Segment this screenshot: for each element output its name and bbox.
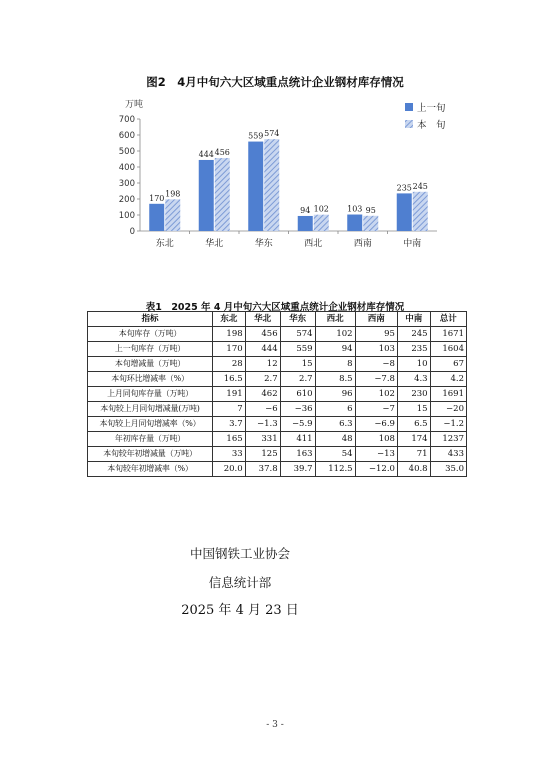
legend-swatch: [405, 103, 413, 111]
row-label: 本旬较上月同旬增减量(万吨): [88, 402, 213, 417]
y-axis-unit-label: 万吨: [125, 100, 144, 110]
bar-previous-period: [298, 216, 313, 231]
table-cell: −7.8: [355, 372, 397, 387]
table-cell: 96: [315, 387, 355, 402]
header-xinan: 西南: [355, 312, 397, 327]
table-cell: 112.5: [315, 462, 355, 477]
table-cell: 1237: [430, 432, 466, 447]
bar-current-period: [314, 215, 329, 231]
bar-current-period: [363, 216, 378, 231]
table-cell: 230: [397, 387, 430, 402]
table-cell: −1.2: [430, 417, 466, 432]
table-cell: 7: [213, 402, 246, 417]
table-cell: 103: [355, 342, 397, 357]
row-label: 年初库存量（万吨）: [88, 432, 213, 447]
table-cell: 48: [315, 432, 355, 447]
table-cell: 12: [245, 357, 280, 372]
row-label: 上一旬库存（万吨）: [88, 342, 213, 357]
table-cell: 165: [213, 432, 246, 447]
table-cell: 462: [245, 387, 280, 402]
table-cell: 170: [213, 342, 246, 357]
table-cell: 40.8: [397, 462, 430, 477]
table-cell: 94: [315, 342, 355, 357]
table-cell: −36: [280, 402, 315, 417]
table-cell: 28: [213, 357, 246, 372]
page-number: - 3 -: [266, 720, 284, 730]
table-cell: 39.7: [280, 462, 315, 477]
table-cell: 163: [280, 447, 315, 462]
table-row: [88, 387, 467, 402]
table-cell: −20: [430, 402, 466, 417]
table-cell: 235: [397, 342, 430, 357]
bar-value-label: 444: [198, 149, 214, 159]
table-cell: 4.3: [397, 372, 430, 387]
bar-previous-period: [199, 160, 214, 231]
table-cell: 10: [397, 357, 430, 372]
table-row: [88, 357, 467, 372]
bar-current-period: [264, 139, 279, 231]
table-cell: 411: [280, 432, 315, 447]
table-header-row: [88, 312, 467, 327]
signature-date: 2025 年 4 月 23 日: [181, 603, 299, 618]
table-cell: 67: [430, 357, 466, 372]
table-cell: 125: [245, 447, 280, 462]
table-cell: 4.2: [430, 372, 466, 387]
row-label: 上月同旬库存量（万吨）: [88, 387, 213, 402]
bar-value-label: 103: [347, 204, 363, 214]
x-category-label: 西南: [353, 239, 372, 249]
table-cell: −12.0: [355, 462, 397, 477]
table-cell: 6.5: [397, 417, 430, 432]
x-category-label: 华北: [205, 239, 224, 249]
table-cell: 2.7: [245, 372, 280, 387]
table-cell: 8: [315, 357, 355, 372]
bar-value-label: 574: [264, 129, 280, 139]
table-cell: 1604: [430, 342, 466, 357]
table-row: [88, 462, 467, 477]
header-dongbei: 东北: [213, 312, 246, 327]
row-label: 本旬较上月同旬增减率（%）: [88, 417, 213, 432]
table-cell: 610: [280, 387, 315, 402]
y-tick-label: 600: [118, 131, 135, 141]
table-cell: 20.0: [213, 462, 246, 477]
table-cell: −5.9: [280, 417, 315, 432]
header-huadong: 华东: [280, 312, 315, 327]
table-cell: −7: [355, 402, 397, 417]
table-cell: 37.8: [245, 462, 280, 477]
legend-label: 上一旬: [417, 103, 446, 114]
bar-current-period: [413, 192, 428, 231]
bar-value-label: 456: [214, 148, 230, 158]
bar-value-label: 235: [396, 183, 412, 193]
table-cell: 1671: [430, 327, 466, 342]
y-tick-label: 400: [118, 163, 135, 173]
header-huabei: 华北: [245, 312, 280, 327]
table-cell: 54: [315, 447, 355, 462]
table-cell: 559: [280, 342, 315, 357]
table-cell: 102: [315, 327, 355, 342]
bar-value-label: 245: [412, 181, 428, 191]
bar-value-label: 95: [365, 205, 376, 215]
header-zhongnan: 中南: [397, 312, 430, 327]
table-cell: 433: [430, 447, 466, 462]
table-cell: 245: [397, 327, 430, 342]
y-tick-label: 700: [118, 115, 135, 125]
table-cell: 15: [280, 357, 315, 372]
bar-previous-period: [397, 193, 412, 231]
bar-previous-period: [248, 142, 263, 231]
table-cell: 1691: [430, 387, 466, 402]
y-tick-label: 200: [118, 195, 135, 205]
legend-label: 本 旬: [417, 120, 446, 131]
table-cell: −13: [355, 447, 397, 462]
bar-chart: [0, 0, 550, 300]
table-title: 表1 2025 年 4 月中旬六大区域重点统计企业钢材库存情况: [145, 302, 405, 313]
y-tick-label: 0: [129, 227, 135, 237]
row-label: 本旬较年初增减率（%）: [88, 462, 213, 477]
table-cell: 331: [245, 432, 280, 447]
table-cell: 174: [397, 432, 430, 447]
table-cell: 8.5: [315, 372, 355, 387]
table-row: [88, 372, 467, 387]
row-label: 本旬环比增减率（%）: [88, 372, 213, 387]
table-cell: 574: [280, 327, 315, 342]
table-cell: −1.3: [245, 417, 280, 432]
y-tick-label: 500: [118, 147, 135, 157]
table-cell: 2.7: [280, 372, 315, 387]
table-cell: 95: [355, 327, 397, 342]
table-cell: 71: [397, 447, 430, 462]
bar-value-label: 559: [248, 131, 264, 141]
table-cell: 191: [213, 387, 246, 402]
signature-org: 中国钢铁工业协会: [189, 546, 290, 561]
table-row: [88, 417, 467, 432]
signature-dept: 信息统计部: [208, 575, 272, 590]
legend-swatch: [405, 120, 413, 128]
row-label: 本旬库存（万吨）: [88, 327, 213, 342]
table-cell: −6.9: [355, 417, 397, 432]
table-cell: 102: [355, 387, 397, 402]
table-cell: 6: [315, 402, 355, 417]
table-cell: 16.5: [213, 372, 246, 387]
x-category-label: 中南: [403, 239, 422, 249]
row-label: 本旬较年初增减量（万吨）: [88, 447, 213, 462]
x-category-label: 西北: [304, 239, 323, 249]
table-cell: 15: [397, 402, 430, 417]
bar-current-period: [215, 158, 230, 231]
table-row: [88, 342, 467, 357]
table-cell: −6: [245, 402, 280, 417]
header-total: 总计: [430, 312, 466, 327]
table-row: [88, 327, 467, 342]
bar-previous-period: [149, 204, 164, 231]
table-cell: 35.0: [430, 462, 466, 477]
bar-value-label: 170: [149, 193, 165, 203]
table-cell: 33: [213, 447, 246, 462]
y-tick-label: 300: [118, 179, 135, 189]
table-cell: −8: [355, 357, 397, 372]
table-row: [88, 402, 467, 417]
bar-value-label: 198: [165, 189, 181, 199]
table-cell: 6.3: [315, 417, 355, 432]
bar-previous-period: [347, 215, 362, 231]
row-label: 本旬增减量（万吨）: [88, 357, 213, 372]
bar-value-label: 102: [313, 204, 329, 214]
bar-current-period: [165, 199, 180, 231]
figure-title: 图2 4月中旬六大区域重点统计企业钢材库存情况: [146, 75, 404, 89]
inventory-table: [87, 311, 467, 477]
y-tick-label: 100: [118, 211, 135, 221]
table-cell: 108: [355, 432, 397, 447]
table-row: [88, 432, 467, 447]
header-xibei: 西北: [315, 312, 355, 327]
header-indicator: 指标: [88, 312, 213, 327]
table-cell: 456: [245, 327, 280, 342]
table-cell: 444: [245, 342, 280, 357]
table-cell: 198: [213, 327, 246, 342]
table-cell: 3.7: [213, 417, 246, 432]
x-category-label: 东北: [155, 239, 174, 249]
table-row: [88, 447, 467, 462]
x-category-label: 华东: [254, 239, 273, 249]
bar-value-label: 94: [300, 205, 311, 215]
